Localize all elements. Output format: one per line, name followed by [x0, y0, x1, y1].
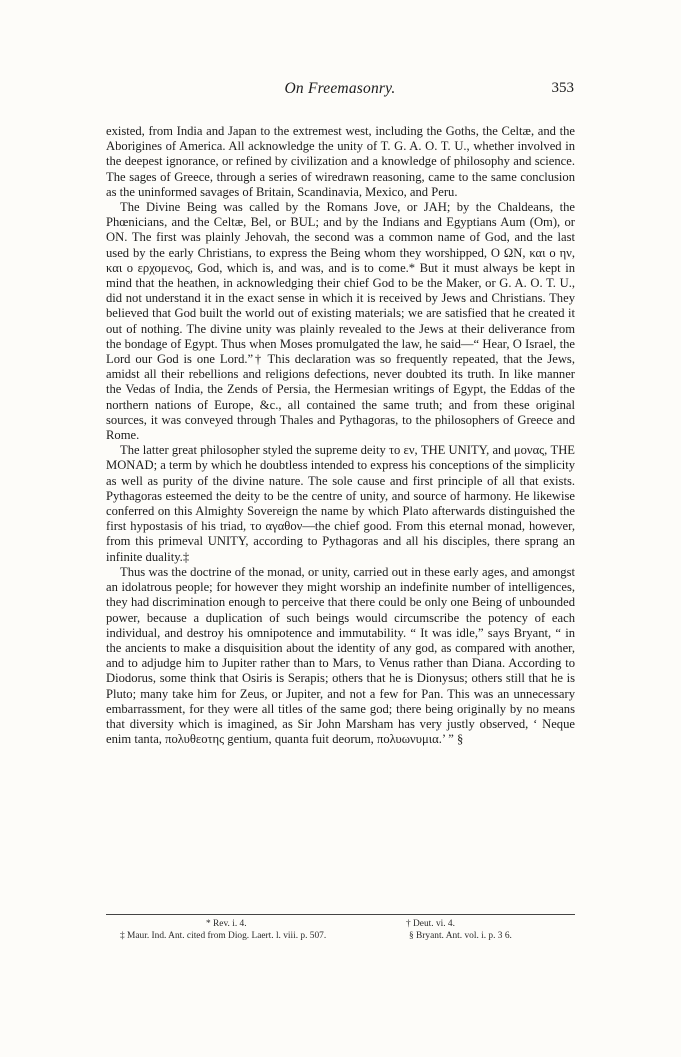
page-header: [106, 80, 574, 102]
paragraph-3: The latter great philosopher styled the supreme deity το εν, THE UNITY, and μονας, THE MONAD; a term by which he doubtless intended to express his conceptions of the simplicity as well as purity of the divine nature. The sole cause and first principle of all that exists. Pythagoras esteemed the deity to be the centre of unity, and source of harmony. He likewise conferred on this Almighty Sovereign the name by which Plato afterwards distinguished the first hypostasis of his triad, το αγαθον—the chief good. From this eternal monad, however, from this primeval UNITY, according to Pythagoras and all his disciples, there sprang an infinite duality.‡: [106, 443, 575, 564]
footnote-row: [106, 930, 575, 942]
page-number: 353: [551, 80, 574, 96]
body-text: [106, 124, 575, 747]
footnote-maur: ‡ Maur. Ind. Ant. cited from Diog. Laert. l. viii. p. 507.: [120, 931, 327, 941]
footnote-row: [106, 918, 575, 930]
running-title: On Freemasonry.: [284, 80, 396, 97]
paragraph-4: Thus was the doctrine of the monad, or unity, carried out in these early ages, and amongst an idolatrous people; for however they might worship an indefinite number of intelligences, they had discrimination enough to perceive that there could be only one Being of unbounded power, because a duplication of such beings would circumscribe the potency of each individual, and destroy his omnipotence and immutability. “ It was idle,” says Bryant, “ in the ancients to make a disquisition about the identity of any god, as compared with another, and to adjudge him to Jupiter rather than to Mars, to Venus rather than Diana. According to Diodorus, some think that Osiris is Serapis; others that he is Dionysus; others still that he is Pluto; many take him for Zeus, or Jupiter, and not a few for Pan. This was an unnecessary embarrassment, for they were all titles of the same god; there being originally by no means that diversity which is imagined, as Sir John Marsham has very justly observed, ‘ Neque enim tanta, πολυθεοτης gentium, quanta fuit deorum, πολυωνυμια.’ ” §: [106, 564, 575, 747]
paragraph-2: The Divine Being was called by the Romans Jove, or JAH; by the Chaldeans, the Phœnicians, and the Celtæ, Bel, or BUL; and by the Indians and Egyptians Aum (Om), or ON. The first was plainly Jehovah, the second was a common name of God, and the last used by the early Christians, to express the Being whom they worshipped, Ο ΩΝ, και ο ην, και ο ερχομενος, God, which is, and was, and is to come.* But it must always be kept in mind that the heathen, in acknowledging their chief God to be the Maker, or G. A. O. T. U., did not understand it in the exact sense in which it is received by Jews and Christians. They believed that God built the world out of existing materials; we are satisfied that he created it out of nothing. The divine unity was plainly revealed to the Jews at their deliverance from the bondage of Egypt. Thus when Moses promulgated the law, he said—“ Hear, O Israel, the Lord our God is one Lord.”† This declaration was so frequently repeated, that the Jews, amidst all their rebellions and religions defections, never doubted its truth. In like manner the Vedas of India, the Zends of Persia, the Hermesian writings of Egypt, the Eddas of the northern nations of Europe, &c., all contained the same truth; and from these original sources, it was conveyed through Thales and Pythagoras, to the philosophers of Greece and Rome.: [106, 200, 575, 443]
footnote-bryant: § Bryant. Ant. vol. i. p. 3 6.: [409, 931, 512, 941]
paragraph-1: existed, from India and Japan to the extremest west, including the Goths, the Celtæ, and the Aborigines of America. All acknowledge the unity of T. G. A. O. T. U., whether involved in the deepest ignorance, or refined by civilization and a knowledge of philosophy and science. The sages of Greece, through a series of wiredrawn reasoning, came to the same conclusion as the uninformed savages of Britain, Scandinavia, Mexico, and Peru.: [106, 124, 575, 199]
footnotes: [106, 918, 575, 942]
footnote-divider: [106, 914, 575, 915]
footnote-rev: * Rev. i. 4.: [206, 919, 247, 929]
footnote-deut: † Deut. vi. 4.: [406, 919, 455, 929]
